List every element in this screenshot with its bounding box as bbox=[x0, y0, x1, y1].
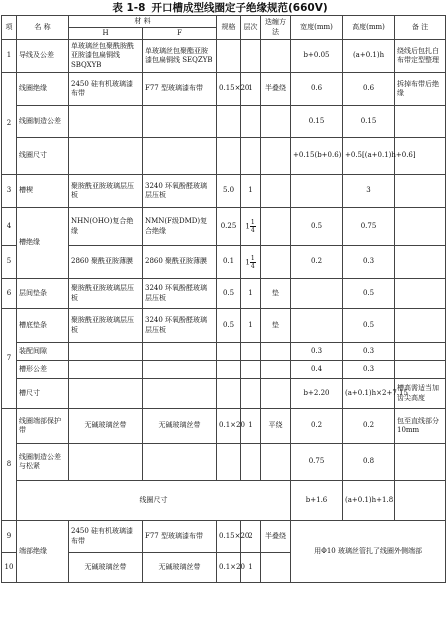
cell-method bbox=[261, 343, 291, 361]
cell-spec: 0.25 bbox=[217, 208, 241, 246]
cell-method: 垫 bbox=[261, 309, 291, 343]
cell-h: 2450 硅有机玻璃漆布带 bbox=[69, 73, 143, 106]
table-row bbox=[2, 409, 446, 444]
cell-remarks bbox=[395, 481, 446, 521]
cell-layers bbox=[241, 343, 261, 361]
cell-seq: 8 bbox=[2, 409, 17, 521]
cell-height: 0.3 bbox=[343, 361, 395, 379]
cell-seq: 6 bbox=[2, 279, 17, 309]
cell-name: 槽绝缘 bbox=[17, 208, 69, 279]
table-row bbox=[2, 379, 446, 409]
cell-method: 垫 bbox=[261, 279, 291, 309]
cell-name: 槽形公差 bbox=[17, 361, 69, 379]
cell-layers bbox=[241, 444, 261, 481]
cell-width: b+0.05 bbox=[291, 40, 343, 73]
cell-remarks: 槽高需适当加齿尖高度 bbox=[395, 379, 446, 409]
cell-width: 0.75 bbox=[291, 444, 343, 481]
table-row bbox=[2, 361, 446, 379]
cell-remarks bbox=[395, 175, 446, 208]
cell-spec: 0.15×20 bbox=[217, 73, 241, 106]
cell-height: 0.15 bbox=[343, 106, 395, 138]
cell-name: 槽楔 bbox=[17, 175, 69, 208]
cell-spec: 0.5 bbox=[217, 309, 241, 343]
cell-method bbox=[261, 361, 291, 379]
cell-height: (a+0.1)h+1.8 bbox=[343, 481, 395, 521]
cell-h: 单玻璃丝包聚酰胺酰亚胺漆包扁铜线 SBQXYB bbox=[69, 40, 143, 73]
cell-seq: 1 bbox=[2, 40, 17, 73]
cell-layers bbox=[241, 246, 261, 279]
table-caption: 开口槽成型线圈定子绝缘规范(660V) bbox=[151, 2, 328, 14]
cell-f: 无碱玻璃丝带 bbox=[143, 553, 217, 583]
cell-width: +0.15(b+0.6) bbox=[291, 138, 343, 175]
header-method: 迭缠方法 bbox=[261, 16, 291, 40]
cell-spec: 0.1×20 bbox=[217, 553, 241, 583]
cell-layers: 1 bbox=[241, 279, 261, 309]
cell-spec bbox=[217, 106, 241, 138]
header-f: F bbox=[143, 28, 217, 40]
cell-width: 0.4 bbox=[291, 361, 343, 379]
cell-method bbox=[261, 246, 291, 279]
cell-seq: 5 bbox=[2, 246, 17, 279]
table-row bbox=[2, 309, 446, 343]
cell-remarks bbox=[395, 309, 446, 343]
cell-method bbox=[261, 444, 291, 481]
cell-width: 0.2 bbox=[291, 246, 343, 279]
header-width: 宽度(mm) bbox=[291, 16, 343, 40]
cell-remarks bbox=[395, 279, 446, 309]
header-seq: 项 bbox=[2, 16, 17, 40]
cell-layers: 1 bbox=[241, 309, 261, 343]
cell-remarks: 绕线后包扎白布带定型整理 bbox=[395, 40, 446, 73]
fraction-denominator: 4 bbox=[250, 227, 255, 234]
layers-whole: 1 bbox=[245, 258, 250, 266]
cell-name: 槽底垫条 bbox=[17, 309, 69, 343]
cell-f: F77 型玻璃漆布带 bbox=[143, 73, 217, 106]
cell-seq: 2 bbox=[2, 73, 17, 175]
cell-width: 0.15 bbox=[291, 106, 343, 138]
cell-h: 聚胺酰亚胺玻璃层压板 bbox=[69, 279, 143, 309]
cell-f: F77 型玻璃漆布带 bbox=[143, 521, 217, 553]
cell-height: 0.5 bbox=[343, 279, 395, 309]
cell-name: 装配间隙 bbox=[17, 343, 69, 361]
cell-layers bbox=[241, 379, 261, 409]
cell-name: 线圈制造公差 bbox=[17, 106, 69, 138]
cell-remarks bbox=[395, 361, 446, 379]
header-material: 材 料 bbox=[69, 16, 217, 28]
cell-width bbox=[291, 175, 343, 208]
table-row bbox=[2, 208, 446, 246]
cell-remarks bbox=[395, 246, 446, 279]
cell-f bbox=[143, 138, 217, 175]
cell-remarks bbox=[395, 208, 446, 246]
cell-f bbox=[143, 106, 217, 138]
cell-f: NMN(F级DMD)复合绝缘 bbox=[143, 208, 217, 246]
cell-width: 0.6 bbox=[291, 73, 343, 106]
cell-h bbox=[69, 343, 143, 361]
cell-spec: 0.5 bbox=[217, 279, 241, 309]
cell-f: 3240 环氧酚醛玻璃层压板 bbox=[143, 309, 217, 343]
cell-remarks: 拆掉布带后绝缘 bbox=[395, 73, 446, 106]
cell-name: 线圈绝缘 bbox=[17, 73, 69, 106]
table-row bbox=[2, 138, 446, 175]
cell-h bbox=[69, 106, 143, 138]
cell-seq: 4 bbox=[2, 208, 17, 246]
cell-layers: 1 bbox=[241, 553, 261, 583]
cell-f: 3240 环氧酚醛玻璃层压板 bbox=[143, 175, 217, 208]
table-title bbox=[0, 1, 446, 15]
table-row bbox=[2, 279, 446, 309]
cell-remarks bbox=[395, 106, 446, 138]
cell-f bbox=[143, 343, 217, 361]
cell-remarks: 包至直线部分10mm bbox=[395, 409, 446, 444]
cell-spec bbox=[217, 343, 241, 361]
fraction-denominator: 4 bbox=[250, 262, 255, 270]
cell-method bbox=[261, 106, 291, 138]
layers-fraction bbox=[250, 255, 256, 270]
cell-width bbox=[291, 309, 343, 343]
cell-h: 2450 硅有机玻璃漆布带 bbox=[69, 521, 143, 553]
cell-h: 聚胺酰亚胺玻璃层压板 bbox=[69, 175, 143, 208]
header-layers: 层次 bbox=[241, 16, 261, 40]
cell-height: 0.2 bbox=[343, 409, 395, 444]
cell-h: NHN(OHO)复合绝缘 bbox=[69, 208, 143, 246]
cell-layers bbox=[241, 361, 261, 379]
table-row bbox=[2, 73, 446, 106]
cell-method bbox=[261, 40, 291, 73]
cell-width: b+1.6 bbox=[291, 481, 343, 521]
cell-name: 线圈尺寸 bbox=[17, 138, 69, 175]
cell-h: 聚胺酰亚胺玻璃层压板 bbox=[69, 309, 143, 343]
table-number: 表 1-8 bbox=[112, 2, 146, 14]
cell-method bbox=[261, 553, 291, 583]
cell-seq: 10 bbox=[2, 553, 17, 583]
cell-layers: 1 bbox=[241, 409, 261, 444]
cell-layers: 1 bbox=[241, 175, 261, 208]
insulation-spec-table bbox=[1, 15, 446, 583]
cell-name: 层间垫条 bbox=[17, 279, 69, 309]
cell-h bbox=[69, 379, 143, 409]
cell-name: 导线及公差 bbox=[17, 40, 69, 73]
cell-height: 0.3 bbox=[343, 343, 395, 361]
cell-spec: 0.1 bbox=[217, 246, 241, 279]
cell-f bbox=[143, 444, 217, 481]
table-row bbox=[2, 521, 446, 553]
cell-height: 0.6 bbox=[343, 73, 395, 106]
cell-f: 单玻璃丝包聚酯亚胺漆包扁铜线 SEQZYB bbox=[143, 40, 217, 73]
header-spec: 规格 bbox=[217, 16, 241, 40]
cell-spec bbox=[217, 40, 241, 73]
cell-method bbox=[261, 138, 291, 175]
cell-f: 无碱玻璃丝带 bbox=[143, 409, 217, 444]
cell-height: 0.5 bbox=[343, 309, 395, 343]
table-row bbox=[2, 175, 446, 208]
cell-height: (a+0.1)h bbox=[343, 40, 395, 73]
cell-method: 半叠绕 bbox=[261, 73, 291, 106]
cell-name: 线圈制造公差与松紧 bbox=[17, 444, 69, 481]
cell-remarks bbox=[395, 444, 446, 481]
cell-spec: 5.0 bbox=[217, 175, 241, 208]
cell-name: 线圈尺寸 bbox=[17, 481, 291, 521]
cell-h: 2860 聚酰亚胺薄膜 bbox=[69, 246, 143, 279]
header-name: 名 称 bbox=[17, 16, 69, 40]
cell-f: 3240 环氧酚醛玻璃层压板 bbox=[143, 279, 217, 309]
cell-h: 无碱玻璃丝带 bbox=[69, 553, 143, 583]
cell-f: 2860 聚酰亚胺薄膜 bbox=[143, 246, 217, 279]
table-row bbox=[2, 106, 446, 138]
table-row bbox=[2, 343, 446, 361]
cell-spec: 0.15×20 bbox=[217, 521, 241, 553]
cell-name: 槽尺寸 bbox=[17, 379, 69, 409]
table-row bbox=[2, 40, 446, 73]
table-row bbox=[2, 481, 446, 521]
cell-height: +0.5[(a+0.1)h+0.6] bbox=[343, 138, 395, 175]
cell-spec bbox=[217, 361, 241, 379]
cell-layers bbox=[241, 106, 261, 138]
cell-spec bbox=[217, 444, 241, 481]
cell-h bbox=[69, 361, 143, 379]
cell-name: 线圈端部保护带 bbox=[17, 409, 69, 444]
cell-h: 无碱玻璃丝带 bbox=[69, 409, 143, 444]
cell-method: 半叠绕 bbox=[261, 521, 291, 553]
cell-width: 0.5 bbox=[291, 208, 343, 246]
cell-spec bbox=[217, 138, 241, 175]
cell-remarks bbox=[395, 343, 446, 361]
cell-layers bbox=[241, 208, 261, 246]
cell-width: 0.3 bbox=[291, 343, 343, 361]
cell-height: 0.75 bbox=[343, 208, 395, 246]
cell-name: 端部绝缘 bbox=[17, 521, 69, 583]
table-row bbox=[2, 444, 446, 481]
cell-h bbox=[69, 138, 143, 175]
cell-seq: 3 bbox=[2, 175, 17, 208]
header-h: H bbox=[69, 28, 143, 40]
layers-whole: 1 bbox=[245, 222, 250, 231]
cell-height: 3 bbox=[343, 175, 395, 208]
cell-layers: 1 bbox=[241, 73, 261, 106]
cell-method: 平绕 bbox=[261, 409, 291, 444]
header-height: 高度(mm) bbox=[343, 16, 395, 40]
layers-fraction bbox=[250, 219, 256, 234]
cell-method bbox=[261, 208, 291, 246]
cell-height: 0.3 bbox=[343, 246, 395, 279]
cell-f bbox=[143, 379, 217, 409]
cell-method bbox=[261, 175, 291, 208]
cell-spec: 0.1×20 bbox=[217, 409, 241, 444]
cell-layers: 2 bbox=[241, 521, 261, 553]
cell-height: (a+0.1)h×2+7.15 bbox=[343, 379, 395, 409]
header-remarks: 备 注 bbox=[395, 16, 446, 40]
cell-width: b+2.20 bbox=[291, 379, 343, 409]
cell-h bbox=[69, 444, 143, 481]
cell-width: 0.2 bbox=[291, 409, 343, 444]
cell-seq: 9 bbox=[2, 521, 17, 553]
cell-layers bbox=[241, 138, 261, 175]
cell-layers bbox=[241, 40, 261, 73]
cell-remarks: 用Φ10 玻璃丝管扎了线圈外侧端部 bbox=[291, 521, 446, 583]
cell-width bbox=[291, 279, 343, 309]
fraction-numerator: 1 bbox=[250, 254, 255, 262]
cell-seq: 7 bbox=[2, 309, 17, 409]
cell-height: 0.8 bbox=[343, 444, 395, 481]
fraction-numerator: 1 bbox=[250, 219, 255, 226]
cell-method bbox=[261, 379, 291, 409]
cell-spec bbox=[217, 379, 241, 409]
cell-f bbox=[143, 361, 217, 379]
table-row bbox=[2, 246, 446, 279]
